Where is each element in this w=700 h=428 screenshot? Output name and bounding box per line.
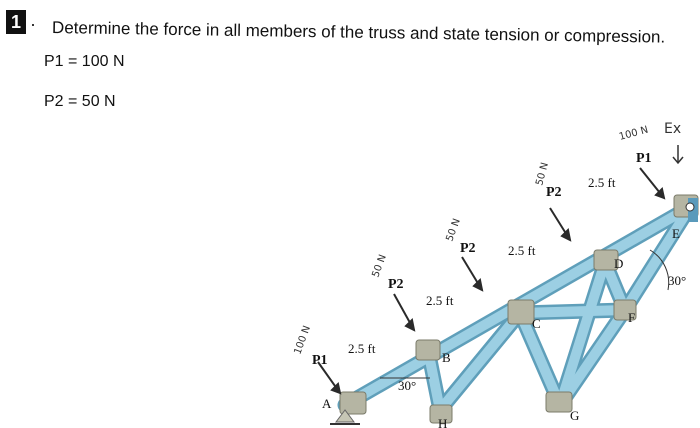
question-text: Determine the force in all members of the truss and state tension or compression. <box>51 18 666 47</box>
joint-label-e: E <box>672 226 680 241</box>
load-label-p1-left: P1 <box>312 353 328 368</box>
load-label-p2-3: P2 <box>546 185 562 200</box>
joint-label-d: D <box>614 256 624 271</box>
joint-label-g: G <box>570 408 580 423</box>
gusset-g <box>546 392 572 412</box>
angle-label-right: 30° <box>668 273 687 288</box>
joint-label-c: C <box>532 316 541 331</box>
note-100n-left: 100 N <box>292 324 313 357</box>
note-50n-1: 50 N <box>370 253 389 280</box>
bullet-dot: · <box>30 14 36 34</box>
joint-label-f: F <box>628 310 636 325</box>
given-p2: P2 = 50 N <box>44 93 116 110</box>
joint-label-h: H <box>438 416 448 428</box>
gusset-b <box>416 340 440 360</box>
note-50n-2: 50 N <box>444 217 463 244</box>
note-100n-right: 100 N <box>617 124 650 143</box>
joint-label-a: A <box>322 396 332 411</box>
load-label-p2-2: P2 <box>460 241 476 256</box>
question-number-badge: 1 <box>6 10 26 34</box>
note-50n-3: 50 N <box>534 161 551 187</box>
dimension-label-1: 2.5 ft <box>348 341 376 356</box>
ex-down-arrow-icon <box>673 145 683 163</box>
dimension-label-3: 2.5 ft <box>508 243 536 258</box>
given-p1: P1 = 100 N <box>44 53 125 70</box>
joint-label-b: B <box>442 350 451 365</box>
load-label-p2-1: P2 <box>388 277 404 292</box>
gusset-c <box>508 300 534 324</box>
load-label-p1-right: P1 <box>636 151 652 166</box>
dimension-label-2: 2.5 ft <box>426 293 454 308</box>
angle-label-left: 30° <box>398 378 417 393</box>
dimension-label-4: 2.5 ft <box>588 175 616 190</box>
note-ex: Ex <box>664 121 682 137</box>
